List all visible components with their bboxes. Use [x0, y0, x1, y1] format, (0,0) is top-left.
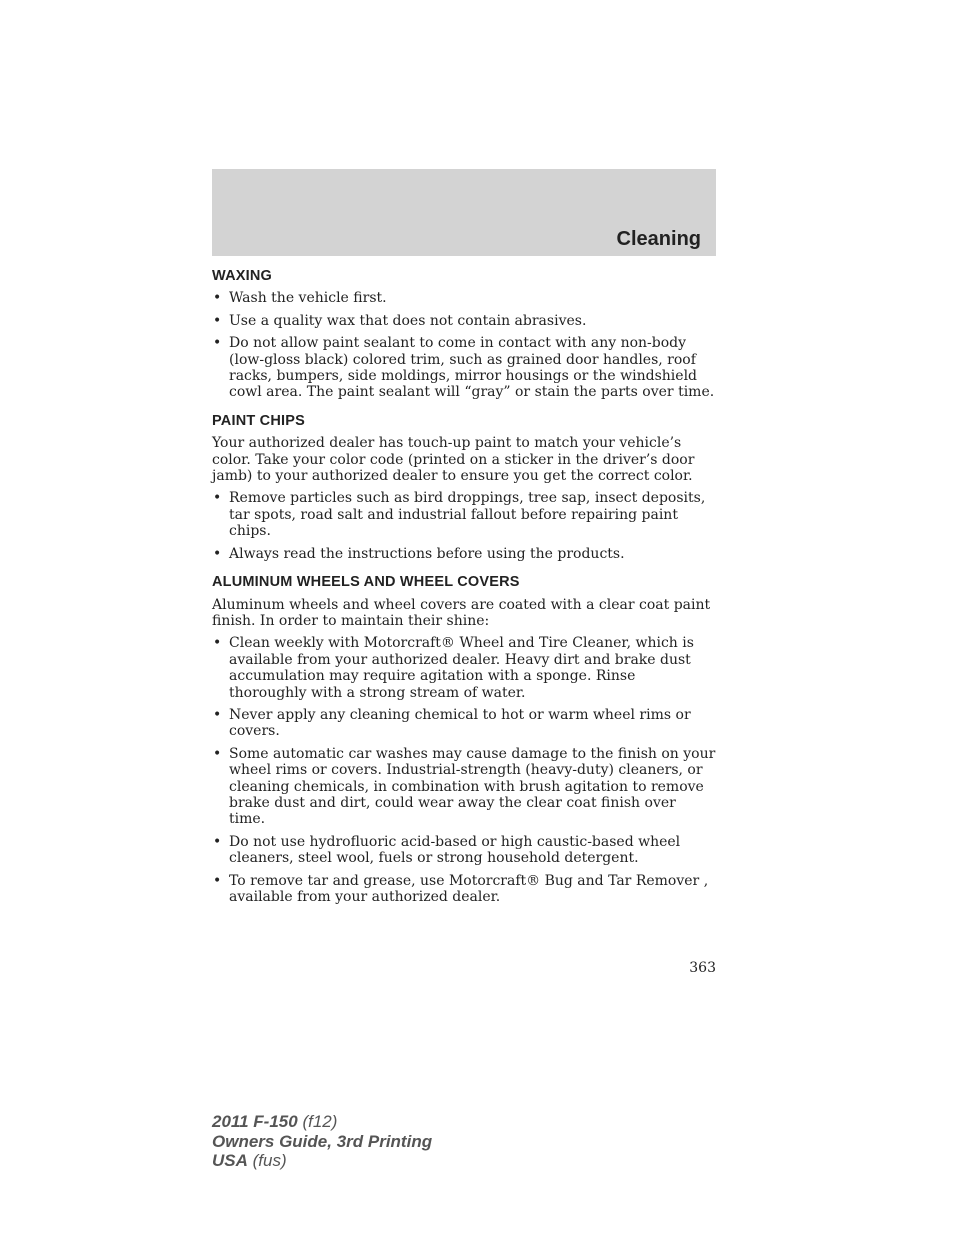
section-paint-chips	[212, 413, 716, 562]
list-item: • Do not allow paint sealant to come in contact with any non-body (low-gloss black) colored trim, such as grained door handles, roof racks, bumpers, side moldings, mirror housings or the windshield cowl area. The paint sealant will “gray” or stain the parts over time.	[212, 335, 716, 401]
section-title: Cleaning	[616, 228, 701, 250]
page-number: 363	[689, 960, 716, 976]
footer-guide: Owners Guide, 3rd Printing	[212, 1131, 433, 1151]
paragraph: Your authorized dealer has touch-up paint to match your vehicle’s color. Take your color code (printed on a sticker in the driver’s door jamb) to your authorized dealer to ensure you get the correct color.	[212, 435, 695, 485]
footer-model-code: (f12)	[302, 1112, 338, 1131]
paragraph: Aluminum wheels and wheel covers are coated with a clear coat paint finish. In order to maintain their shine:	[212, 596, 711, 629]
list-item: • Some automatic car washes may cause damage to the finish on your wheel rims or covers. Industrial-strength (heavy-duty) cleaners, or cleaning chemicals, in combination with brush agitation to remove brake dust and dirt, could wear away the clear coat finish over time.	[212, 746, 716, 828]
section-heading: PAINT CHIPS	[212, 412, 305, 429]
bullet-list	[212, 290, 716, 400]
section-waxing	[212, 268, 716, 401]
list-item: • Wash the vehicle first.	[212, 290, 716, 306]
page-content	[212, 268, 716, 917]
section-heading: ALUMINUM WHEELS AND WHEEL COVERS	[212, 574, 520, 591]
section-aluminum-wheels	[212, 574, 716, 905]
footer-model: 2011 F-150	[212, 1112, 298, 1131]
section-header-band	[212, 169, 716, 256]
bullet-list	[212, 635, 716, 905]
footer-line-guide	[212, 1132, 432, 1152]
list-item: • Remove particles such as bird droppings, tree sap, insect deposits, tar spots, road salt and industrial fallout before repairing paint chips.	[212, 490, 716, 539]
list-item: • Use a quality wax that does not contain abrasives.	[212, 313, 716, 329]
list-item: • To remove tar and grease, use Motorcraft® Bug and Tar Remover , available from your authorized dealer.	[212, 873, 716, 906]
list-item: • Never apply any cleaning chemical to hot or warm wheel rims or covers.	[212, 707, 716, 740]
bullet-list	[212, 490, 716, 562]
list-item: • Clean weekly with Motorcraft® Wheel and Tire Cleaner, which is available from your authorized dealer. Heavy dirt and brake dust accumulation may require agitation with a sponge. Rinse thoroughly with a strong stream of water.	[212, 635, 716, 701]
list-item: • Always read the instructions before using the products.	[212, 546, 716, 562]
list-item: • Do not use hydrofluoric acid-based or high caustic-based wheel cleaners, steel wool, fuels or strong household detergent.	[212, 834, 716, 867]
footer-market: USA	[212, 1151, 248, 1170]
footer-line-model	[212, 1112, 432, 1132]
document-footer	[212, 1112, 432, 1171]
section-heading: WAXING	[212, 268, 273, 284]
footer-market-code: (fus)	[252, 1151, 287, 1170]
footer-line-market	[212, 1151, 432, 1171]
